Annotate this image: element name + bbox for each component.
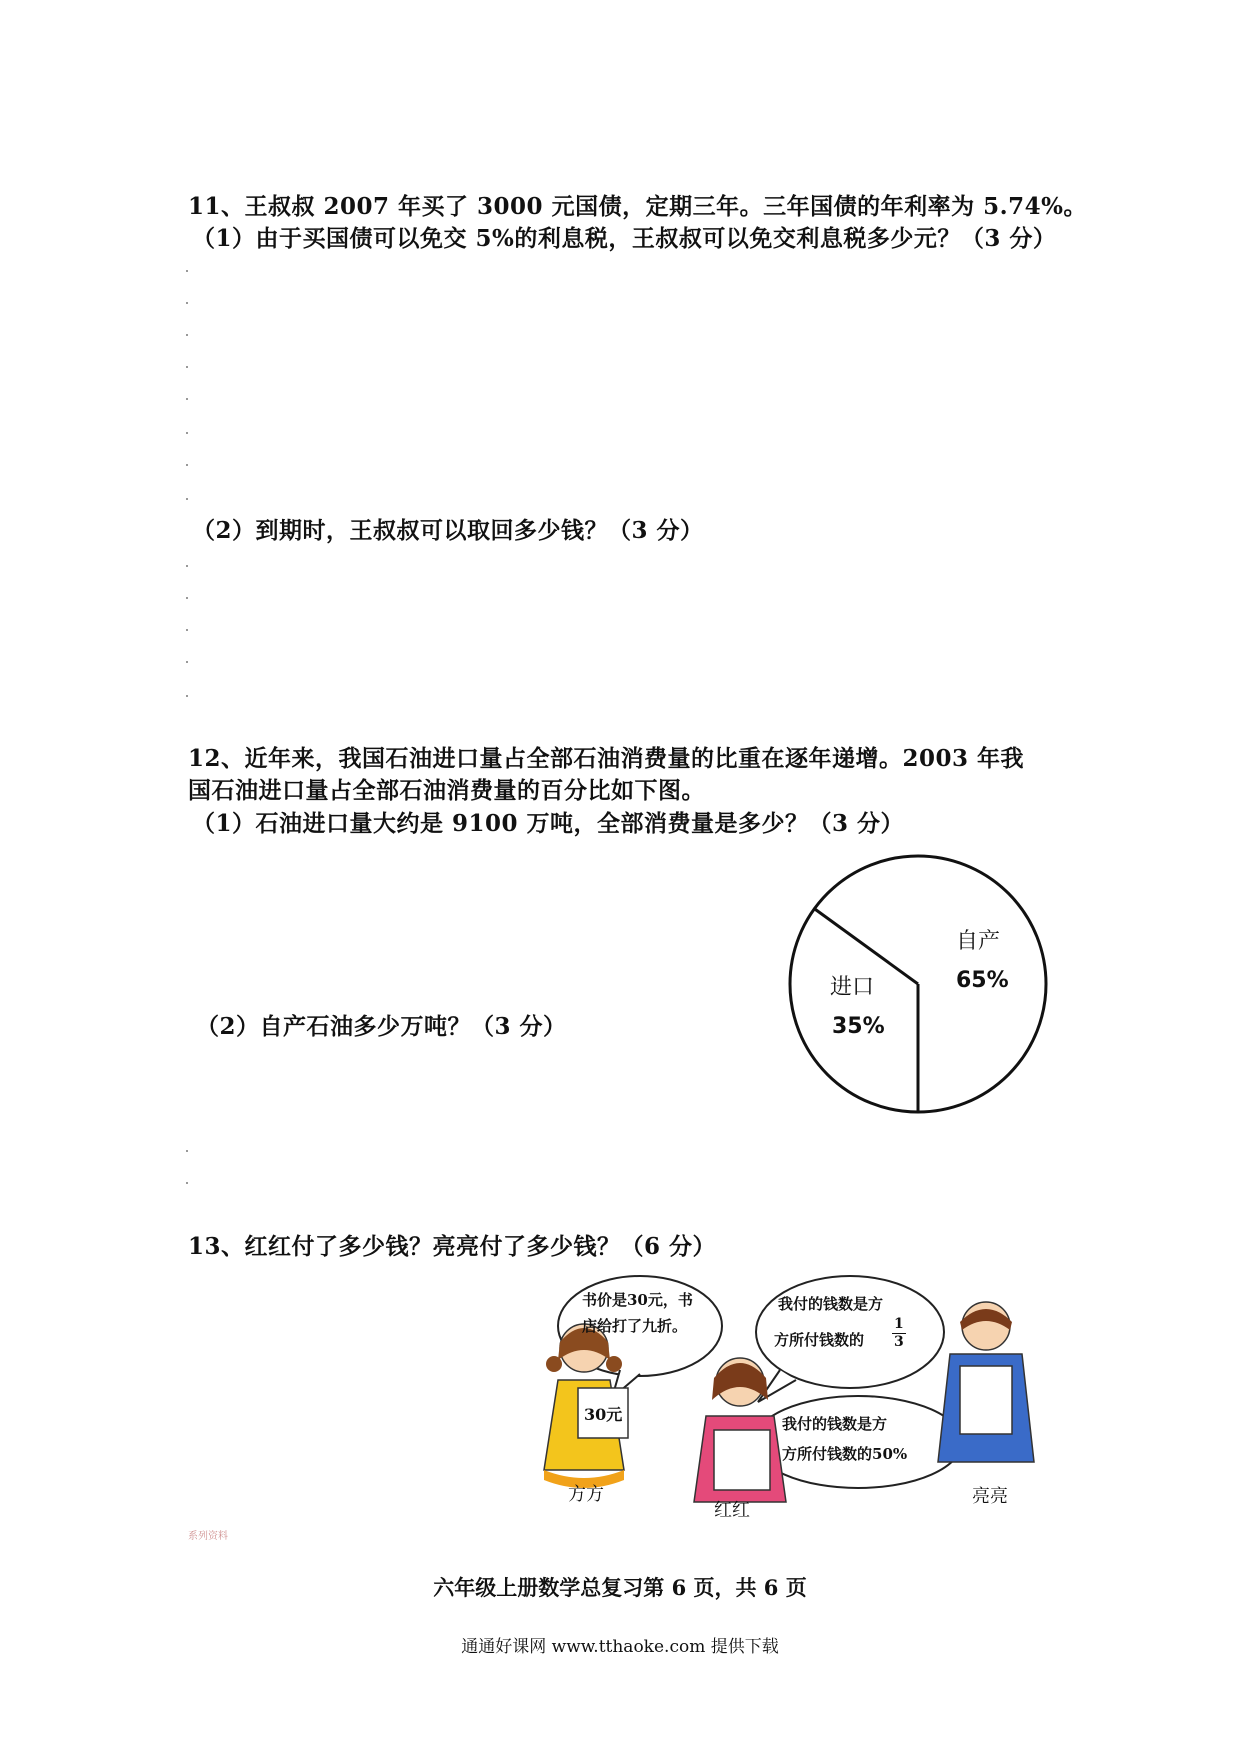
blank-dot	[186, 695, 188, 697]
q13-title: 13、红红付了多少钱？亮亮付了多少钱？（6 分）	[188, 1233, 717, 1260]
pie-label-import: 进口	[830, 975, 875, 1000]
q12-part2: （2）自产石油多少万吨？（3 分）	[196, 1013, 567, 1040]
q12-line1: 12、近年来，我国石油进口量占全部石油消费量的比重在逐年递增。2003 年我	[188, 745, 1025, 772]
q12-part1: （1）石油进口量大约是 9100 万吨，全部消费量是多少？（3 分）	[192, 810, 905, 837]
fraction-numerator: 1	[894, 1316, 904, 1332]
blank-dot	[186, 498, 188, 500]
blank-dot	[186, 464, 188, 466]
blank-dot	[186, 1150, 188, 1152]
sign-fangfang-price: 30元	[584, 1405, 623, 1424]
pie-svg	[786, 852, 1050, 1116]
bubble-honghong-line2: 方所付钱数的	[774, 1331, 865, 1349]
pie-chart	[786, 852, 1050, 1116]
bubble-fangfang-line2: 店给打了九折。	[582, 1317, 688, 1335]
blank-dot	[186, 432, 188, 434]
pie-value-import: 35%	[832, 1014, 885, 1039]
bubble-honghong-line1: 我付的钱数是方	[778, 1295, 884, 1313]
bubble-fangfang-line1: 书价是30元，书	[582, 1291, 693, 1309]
bubble-liangliang-line1: 我付的钱数是方	[782, 1415, 888, 1433]
page-footer-credit: 通通好课网 www.tthaoke.com 提供下载	[461, 1637, 779, 1657]
blank-dot	[186, 1182, 188, 1184]
blank-dot	[186, 366, 188, 368]
blank-dot	[186, 661, 188, 663]
illustration	[520, 1270, 1060, 1520]
name-fangfang: 方方	[568, 1484, 604, 1505]
name-liangliang: 亮亮	[972, 1486, 1008, 1507]
name-honghong: 红红	[714, 1500, 750, 1521]
blank-dot	[186, 565, 188, 567]
blank-dot	[186, 270, 188, 272]
blank-dot	[186, 302, 188, 304]
boy-liangliang-figure	[938, 1302, 1034, 1462]
blank-dot	[186, 398, 188, 400]
page-footer-title: 六年级上册数学总复习第 6 页，共 6 页	[433, 1575, 807, 1600]
pie-value-domestic: 65%	[956, 968, 1009, 993]
q12-line2: 国石油进口量占全部石油消费量的百分比如下图。	[188, 777, 705, 804]
blank-dot	[186, 597, 188, 599]
q11-part2: （2）到期时，王叔叔可以取回多少钱？（3 分）	[192, 517, 704, 544]
q11-part1: （1）由于买国债可以免交 5%的利息税，王叔叔可以免交利息税多少元？（3 分）	[192, 225, 1057, 252]
series-note: 系列资料	[188, 1531, 228, 1542]
fraction	[892, 1316, 906, 1351]
bubble-liangliang-line2: 方所付钱数的50%	[782, 1445, 908, 1463]
fraction-denominator: 3	[894, 1333, 904, 1350]
q11-title: 11、王叔叔 2007 年买了 3000 元国债，定期三年。三年国债的年利率为 5.74%。	[188, 193, 1087, 220]
blank-dot	[186, 334, 188, 336]
blank-dot	[186, 629, 188, 631]
pie-label-domestic: 自产	[956, 929, 1001, 954]
